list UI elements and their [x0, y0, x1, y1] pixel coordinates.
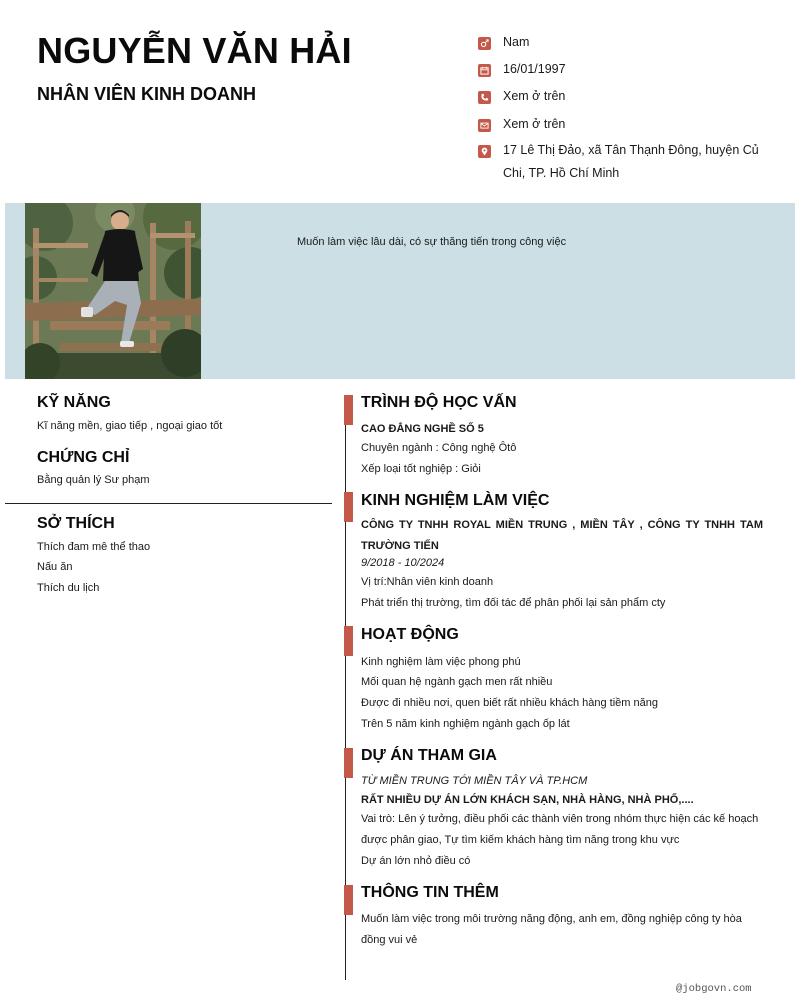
gender-icon	[478, 37, 491, 50]
section-marker	[344, 748, 353, 778]
education-major: Chuyên ngành : Công nghệ Ôtô	[361, 442, 517, 454]
certificates-heading: CHỨNG CHỈ	[37, 449, 130, 466]
experience-position: Vị trí:Nhân viên kinh doanh	[361, 576, 494, 588]
hobby-item: Thích du lịch	[37, 582, 100, 594]
contact-birthday	[478, 62, 778, 81]
section-marker	[344, 626, 353, 656]
school-name: CAO ĐẲNG NGHỀ SỐ 5	[361, 423, 484, 435]
activities-heading: HOẠT ĐỘNG	[361, 626, 459, 643]
skill-item: Kĩ năng mền, giao tiếp , ngoại giao tốt	[37, 420, 223, 432]
career-objective: Muốn làm việc lâu dài, có sự thăng tiến trong công việc	[297, 236, 567, 248]
contact-gender	[478, 35, 778, 54]
experience-heading: KINH NGHIỆM LÀM VIỆC	[361, 492, 550, 509]
section-marker	[344, 395, 353, 425]
education-grade: Xếp loại tốt nghiệp : Giỏi	[361, 463, 481, 475]
contact-text: 16/01/1997	[503, 62, 566, 76]
email-icon	[478, 119, 491, 132]
contact-text: 17 Lê Thị Đảo, xã Tân Thạnh Đông, huyện Củ Chi, TP. Hồ Chí Minh	[503, 143, 759, 180]
activity-item: Kinh nghiệm làm việc phong phú	[361, 656, 521, 668]
hobby-item: Nấu ăn	[37, 561, 73, 573]
company-name: CÔNG TY TNHH ROYAL MIỀN TRUNG , MIỀN TÂY , CÔNG TY TNHH TAM TRƯỜNG TIẾN	[361, 519, 763, 552]
location-icon	[478, 145, 491, 158]
hobby-item: Thích đam mê thể thao	[37, 541, 151, 553]
calendar-icon	[478, 64, 491, 77]
experience-description: Phát triển thị trường, tìm đối tác để phân phối lại sản phẩm cty	[361, 597, 666, 609]
contact-address	[478, 143, 778, 185]
project-note: Dự án lớn nhỏ điều có	[361, 855, 471, 867]
experience-period: 9/2018 - 10/2024	[361, 557, 445, 569]
contact-text: Xem ở trên	[503, 89, 566, 103]
activity-item: Mối quan hệ ngành gạch men rất nhiều	[361, 676, 553, 688]
candidate-name: NGUYỄN VĂN HẢI	[37, 30, 352, 71]
projects-heading: DỰ ÁN THAM GIA	[361, 747, 497, 764]
additional-info-text: Muốn làm việc trong môi trường năng động, anh em, đồng nghiệp công ty hòa đồng vui vẻ	[361, 913, 742, 946]
hobbies-heading: SỞ THÍCH	[37, 515, 115, 532]
job-title: NHÂN VIÊN KINH DOANH	[37, 84, 257, 104]
project-name: RẤT NHIỀU DỰ ÁN LỚN KHÁCH SẠN, NHÀ HÀNG, NHÀ PHỐ,....	[361, 794, 694, 806]
activity-item: Được đi nhiều nơi, quen biết rất nhiều khách hàng tiềm năng	[361, 697, 658, 709]
project-role: Vai trò: Lên ý tưởng, điều phối các thành viên trong nhóm thực hiện các kế hoạch được phân giao, Tự tìm kiếm khách hàng tìm năng trong khu vực	[361, 813, 759, 846]
certificate-item: Bằng quản lý Sư phạm	[37, 474, 150, 486]
section-marker	[344, 885, 353, 915]
project-subtitle: TỪ MIỀN TRUNG TỚI MIỀN TÂY VÀ TP.HCM	[361, 775, 588, 787]
section-divider	[5, 503, 332, 504]
contact-text: Xem ở trên	[503, 117, 566, 131]
contact-text: Nam	[503, 35, 530, 49]
education-heading: TRÌNH ĐỘ HỌC VẤN	[361, 394, 517, 411]
avatar	[25, 203, 201, 379]
contact-phone	[478, 89, 778, 108]
contact-email	[478, 117, 778, 136]
additional-info-heading: THÔNG TIN THÊM	[361, 884, 499, 901]
activity-item: Trên 5 năm kinh nghiệm ngành gạch ốp lát	[361, 718, 570, 730]
section-marker	[344, 492, 353, 522]
watermark: @jobgovn.com	[676, 983, 752, 995]
skills-heading: KỸ NĂNG	[37, 394, 111, 411]
phone-icon	[478, 91, 491, 104]
